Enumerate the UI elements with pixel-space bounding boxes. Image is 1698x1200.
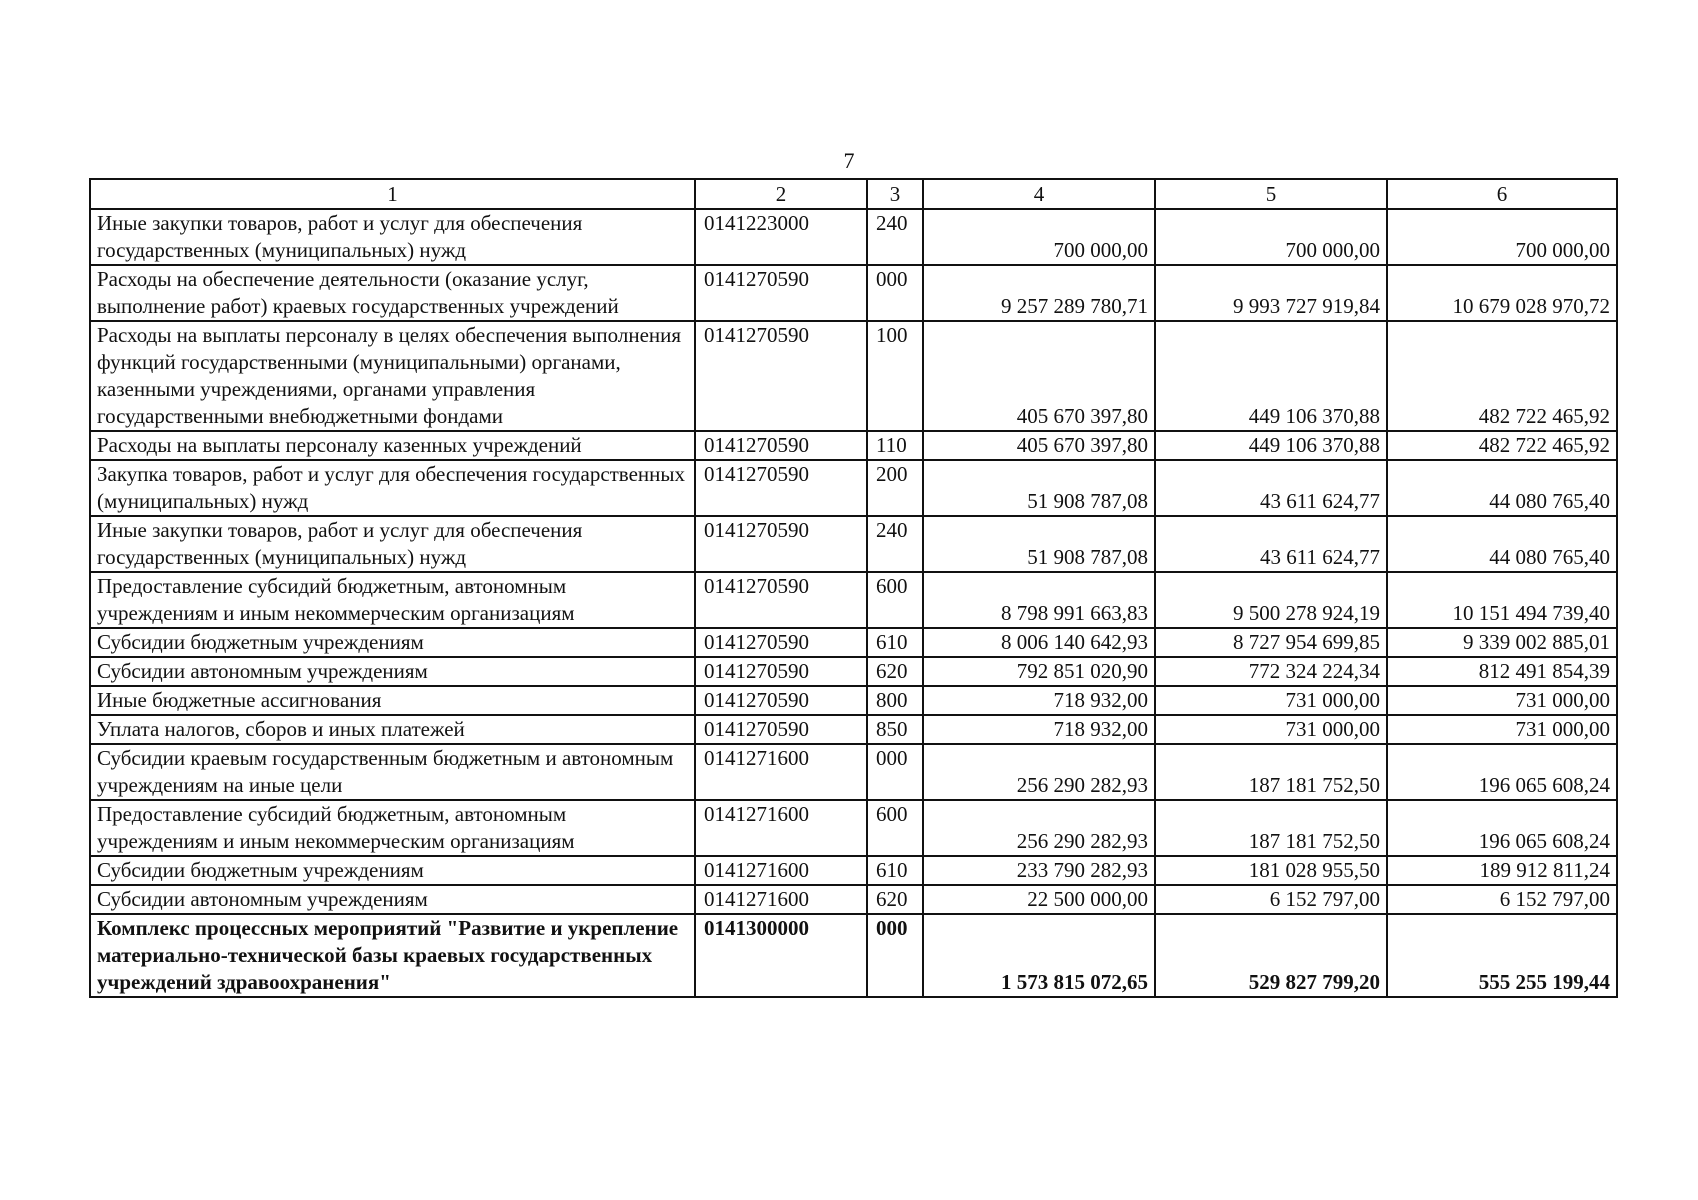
row-value-col5: 181 028 955,50 [1155, 856, 1387, 885]
row-value-col6: 482 722 465,92 [1387, 321, 1617, 431]
row-expense-type: 240 [867, 209, 923, 265]
row-value-col4: 51 908 787,08 [923, 516, 1155, 572]
table-row [90, 856, 1617, 885]
table-row [90, 572, 1617, 628]
row-value-col6: 10 679 028 970,72 [1387, 265, 1617, 321]
row-description: Иные бюджетные ассигнования [90, 686, 695, 715]
row-description: Комплекс процессных мероприятий "Развитие и укрепление материально-технической базы краевых государственных учреждений здравоохранения" [90, 914, 695, 997]
row-target-code: 0141270590 [695, 657, 867, 686]
row-value-col4: 51 908 787,08 [923, 460, 1155, 516]
row-value-col6: 196 065 608,24 [1387, 744, 1617, 800]
row-expense-type: 100 [867, 321, 923, 431]
row-expense-type: 600 [867, 800, 923, 856]
row-target-code: 0141300000 [695, 914, 867, 997]
row-expense-type: 000 [867, 914, 923, 997]
row-value-col5: 700 000,00 [1155, 209, 1387, 265]
row-target-code: 0141270590 [695, 715, 867, 744]
table-row [90, 914, 1617, 997]
row-expense-type: 800 [867, 686, 923, 715]
row-expense-type: 200 [867, 460, 923, 516]
row-value-col5: 731 000,00 [1155, 715, 1387, 744]
column-header: 1 [90, 179, 695, 209]
row-value-col6: 196 065 608,24 [1387, 800, 1617, 856]
row-description: Иные закупки товаров, работ и услуг для обеспечения государственных (муниципальных) нужд [90, 209, 695, 265]
row-value-col6: 700 000,00 [1387, 209, 1617, 265]
row-description: Закупка товаров, работ и услуг для обеспечения государственных (муниципальных) нужд [90, 460, 695, 516]
table-row [90, 686, 1617, 715]
row-description: Предоставление субсидий бюджетным, автономным учреждениям и иным некоммерческим организациям [90, 572, 695, 628]
table-row [90, 321, 1617, 431]
table-row [90, 715, 1617, 744]
row-value-col5: 6 152 797,00 [1155, 885, 1387, 914]
row-description: Расходы на обеспечение деятельности (оказание услуг, выполнение работ) краевых государственных учреждений [90, 265, 695, 321]
row-value-col4: 405 670 397,80 [923, 321, 1155, 431]
row-expense-type: 600 [867, 572, 923, 628]
row-description: Предоставление субсидий бюджетным, автономным учреждениям и иным некоммерческим организациям [90, 800, 695, 856]
row-target-code: 0141270590 [695, 628, 867, 657]
table-row [90, 885, 1617, 914]
table-body [90, 209, 1617, 997]
row-description: Расходы на выплаты персоналу в целях обеспечения выполнения функций государственными (муниципальными) органами, казенными учреждениями, органами управления государственными внебюджетными фондами [90, 321, 695, 431]
row-expense-type: 240 [867, 516, 923, 572]
row-value-col4: 718 932,00 [923, 715, 1155, 744]
row-value-col6: 482 722 465,92 [1387, 431, 1617, 460]
row-value-col5: 449 106 370,88 [1155, 321, 1387, 431]
row-target-code: 0141270590 [695, 431, 867, 460]
row-value-col6: 731 000,00 [1387, 715, 1617, 744]
row-value-col4: 256 290 282,93 [923, 744, 1155, 800]
table-row [90, 516, 1617, 572]
row-description: Субсидии краевым государственным бюджетным и автономным учреждениям на иные цели [90, 744, 695, 800]
table-row [90, 460, 1617, 516]
row-value-col4: 1 573 815 072,65 [923, 914, 1155, 997]
row-expense-type: 620 [867, 657, 923, 686]
row-value-col5: 772 324 224,34 [1155, 657, 1387, 686]
row-value-col5: 187 181 752,50 [1155, 800, 1387, 856]
row-value-col4: 22 500 000,00 [923, 885, 1155, 914]
row-target-code: 0141270590 [695, 516, 867, 572]
table-row [90, 657, 1617, 686]
table-row [90, 744, 1617, 800]
row-expense-type: 610 [867, 856, 923, 885]
row-value-col4: 700 000,00 [923, 209, 1155, 265]
row-value-col4: 8 798 991 663,83 [923, 572, 1155, 628]
row-value-col4: 8 006 140 642,93 [923, 628, 1155, 657]
row-target-code: 0141270590 [695, 686, 867, 715]
row-value-col4: 792 851 020,90 [923, 657, 1155, 686]
column-header: 2 [695, 179, 867, 209]
budget-table [89, 178, 1618, 998]
row-expense-type: 000 [867, 265, 923, 321]
row-value-col4: 9 257 289 780,71 [923, 265, 1155, 321]
row-value-col5: 9 993 727 919,84 [1155, 265, 1387, 321]
row-target-code: 0141271600 [695, 744, 867, 800]
row-value-col6: 812 491 854,39 [1387, 657, 1617, 686]
row-value-col6: 731 000,00 [1387, 686, 1617, 715]
row-value-col5: 449 106 370,88 [1155, 431, 1387, 460]
row-target-code: 0141270590 [695, 572, 867, 628]
row-target-code: 0141223000 [695, 209, 867, 265]
row-value-col6: 9 339 002 885,01 [1387, 628, 1617, 657]
column-header: 6 [1387, 179, 1617, 209]
row-value-col6: 555 255 199,44 [1387, 914, 1617, 997]
row-value-col5: 529 827 799,20 [1155, 914, 1387, 997]
table-row [90, 265, 1617, 321]
row-target-code: 0141271600 [695, 885, 867, 914]
row-target-code: 0141271600 [695, 800, 867, 856]
row-value-col6: 44 080 765,40 [1387, 516, 1617, 572]
row-value-col5: 187 181 752,50 [1155, 744, 1387, 800]
table-row [90, 628, 1617, 657]
row-target-code: 0141270590 [695, 460, 867, 516]
row-value-col4: 256 290 282,93 [923, 800, 1155, 856]
table-row [90, 800, 1617, 856]
row-expense-type: 000 [867, 744, 923, 800]
row-expense-type: 620 [867, 885, 923, 914]
row-value-col6: 6 152 797,00 [1387, 885, 1617, 914]
row-value-col5: 43 611 624,77 [1155, 460, 1387, 516]
row-value-col5: 9 500 278 924,19 [1155, 572, 1387, 628]
column-header: 3 [867, 179, 923, 209]
row-value-col4: 718 932,00 [923, 686, 1155, 715]
row-expense-type: 850 [867, 715, 923, 744]
row-description: Субсидии автономным учреждениям [90, 657, 695, 686]
row-expense-type: 610 [867, 628, 923, 657]
header-row [90, 179, 1617, 209]
row-value-col4: 233 790 282,93 [923, 856, 1155, 885]
column-header: 5 [1155, 179, 1387, 209]
row-value-col4: 405 670 397,80 [923, 431, 1155, 460]
row-value-col6: 44 080 765,40 [1387, 460, 1617, 516]
row-description: Субсидии бюджетным учреждениям [90, 856, 695, 885]
row-value-col5: 43 611 624,77 [1155, 516, 1387, 572]
row-target-code: 0141270590 [695, 265, 867, 321]
row-description: Расходы на выплаты персоналу казенных учреждений [90, 431, 695, 460]
row-description: Иные закупки товаров, работ и услуг для обеспечения государственных (муниципальных) нужд [90, 516, 695, 572]
row-value-col5: 8 727 954 699,85 [1155, 628, 1387, 657]
table-row [90, 431, 1617, 460]
row-value-col6: 189 912 811,24 [1387, 856, 1617, 885]
row-expense-type: 110 [867, 431, 923, 460]
row-target-code: 0141270590 [695, 321, 867, 431]
row-value-col5: 731 000,00 [1155, 686, 1387, 715]
row-value-col6: 10 151 494 739,40 [1387, 572, 1617, 628]
row-description: Субсидии автономным учреждениям [90, 885, 695, 914]
table-row [90, 209, 1617, 265]
row-description: Уплата налогов, сборов и иных платежей [90, 715, 695, 744]
row-target-code: 0141271600 [695, 856, 867, 885]
page-number: 7 [843, 148, 855, 173]
row-description: Субсидии бюджетным учреждениям [90, 628, 695, 657]
column-header: 4 [923, 179, 1155, 209]
